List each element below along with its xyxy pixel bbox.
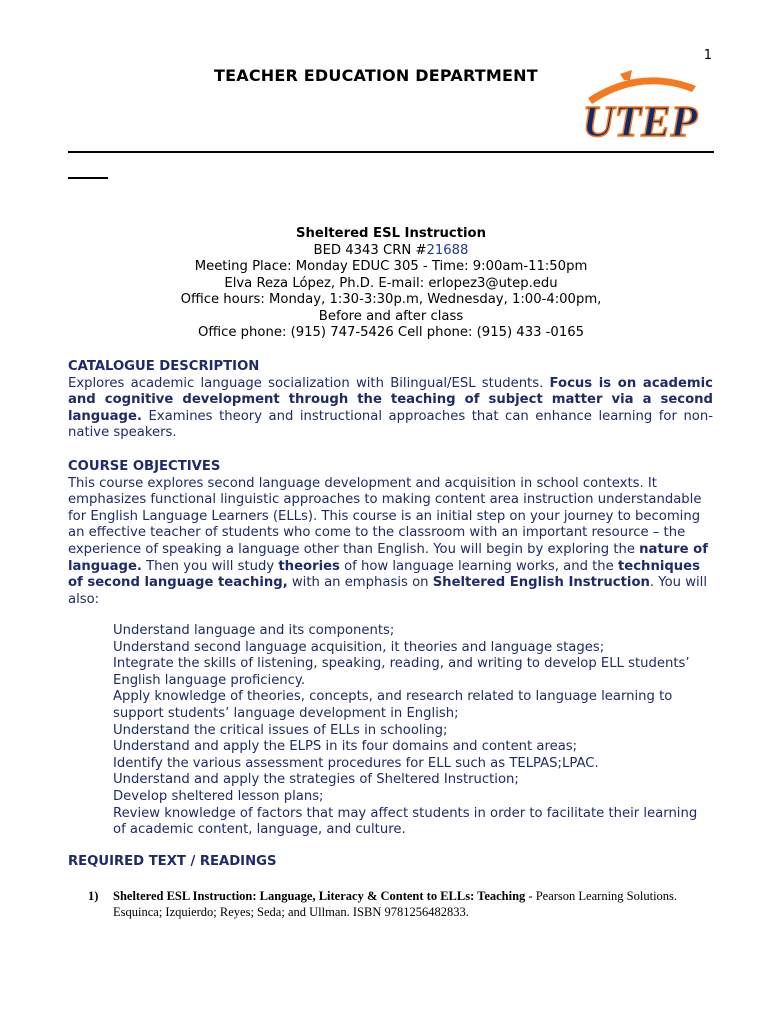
list-item: Understand and apply the ELPS in its four domains and content areas; (113, 739, 578, 755)
catalogue-section (68, 359, 713, 442)
meeting-line: Meeting Place: Monday EDUC 305 - Time: 9:00am-11:50pm (194, 259, 588, 274)
objectives-heading: COURSE OBJECTIVES (68, 459, 221, 474)
course-code: BED 4343 CRN # (313, 242, 427, 258)
objectives-text-5: . You will also: (68, 575, 707, 607)
objectives-text-4: with an emphasis on (287, 575, 433, 591)
page-number: 1 (703, 48, 712, 63)
list-item: Identify the various assessment procedures for ELL such as TELPAS;LPAC. (113, 755, 599, 771)
logo-pick (620, 70, 632, 80)
objectives-text-1: This course explores second language development and acquisition in school contexts. It emphasizes functional linguistic approaches to making content area instruction understandable for English Language Learners (ELLs). This course is an initial step on your journey to becoming an effective teacher of students who come to the classroom with an important resource – the experience of speaking a language other than English. You will begin by exploring the (68, 475, 702, 557)
list-item: Understand second language acquisition, it theories and language stages; (113, 639, 605, 655)
objectives-text-3: of how language learning works, and the (339, 558, 618, 574)
objectives-bold-3: techniques of second language teaching, (68, 558, 700, 591)
department-title: TEACHER EDUCATION DEPARTMENT (214, 66, 538, 85)
catalogue-heading: CATALOGUE DESCRIPTION (68, 359, 260, 374)
phones-line: Office phone: (915) 747-5426 Cell phone: (915) 433 -0165 (197, 325, 584, 340)
objectives-section (68, 459, 713, 608)
header-rule (68, 151, 714, 153)
reading-text (88, 888, 708, 920)
objectives-list (68, 623, 713, 839)
instructor-line: Elva Reza López, Ph.D. E-mail: erlopez3@utep.edu (224, 275, 558, 291)
objectives-bold-4: Sheltered English Instruction (432, 575, 650, 591)
catalogue-text (68, 376, 713, 442)
reading-details: - Pearson Learning Solutions. Esquinca; Izquierdo; Reyes; Seda; and Ullman. ISBN 9781256482833. (113, 889, 678, 919)
objectives-text (68, 476, 713, 609)
reading-title: Sheltered ESL Instruction: Language, Literacy & Content to ELLs: Teaching (113, 889, 526, 903)
course-title: Sheltered ESL Instruction (295, 226, 486, 241)
course-header (68, 226, 714, 342)
office-hours-line: Office hours: Monday, 1:30-3:30p.m, Wednesday, 1:00-4:00pm, (180, 292, 602, 307)
list-item: Understand and apply the strategies of Sheltered Instruction; (113, 772, 519, 788)
reading-number: 1) (88, 889, 99, 903)
catalogue-text-2: Examines theory and instructional approaches that can enhance learning for non-native speakers. (68, 408, 713, 441)
list-item: Develop sheltered lesson plans; (113, 788, 324, 804)
logo-text: UTEP (582, 97, 698, 146)
reading-item (88, 888, 708, 920)
readings-heading: REQUIRED TEXT / READINGS (68, 854, 277, 869)
list-item: Apply knowledge of theories, concepts, and research related to language learning to support students’ language development in English; (113, 689, 673, 721)
course-crn: 21688 (426, 242, 469, 258)
office-hours-line-2: Before and after class (318, 308, 464, 324)
header-rule-short (68, 177, 108, 179)
utep-logo (580, 56, 700, 156)
list-item: Integrate the skills of listening, speaking, reading, and writing to develop ELL students’ English language proficiency. (113, 656, 690, 688)
list-item: Understand the critical issues of ELLs in schooling; (113, 722, 448, 738)
objectives-bold-2: theories (278, 558, 340, 574)
objectives-bold-1: nature of language. (68, 541, 708, 574)
objectives-text-2: Then you will study (141, 558, 279, 574)
list-item: Review knowledge of factors that may affect students in order to facilitate their learning of academic content, language, and culture. (113, 805, 698, 838)
catalogue-bold: Focus is on academic and cognitive development through the teaching of subject matter via a second language. (68, 375, 713, 424)
catalogue-text-1: Explores academic language socialization with Bilingual/ESL students. (68, 375, 550, 391)
course-code-line (68, 243, 714, 260)
list-item: Understand language and its components; (113, 623, 395, 638)
